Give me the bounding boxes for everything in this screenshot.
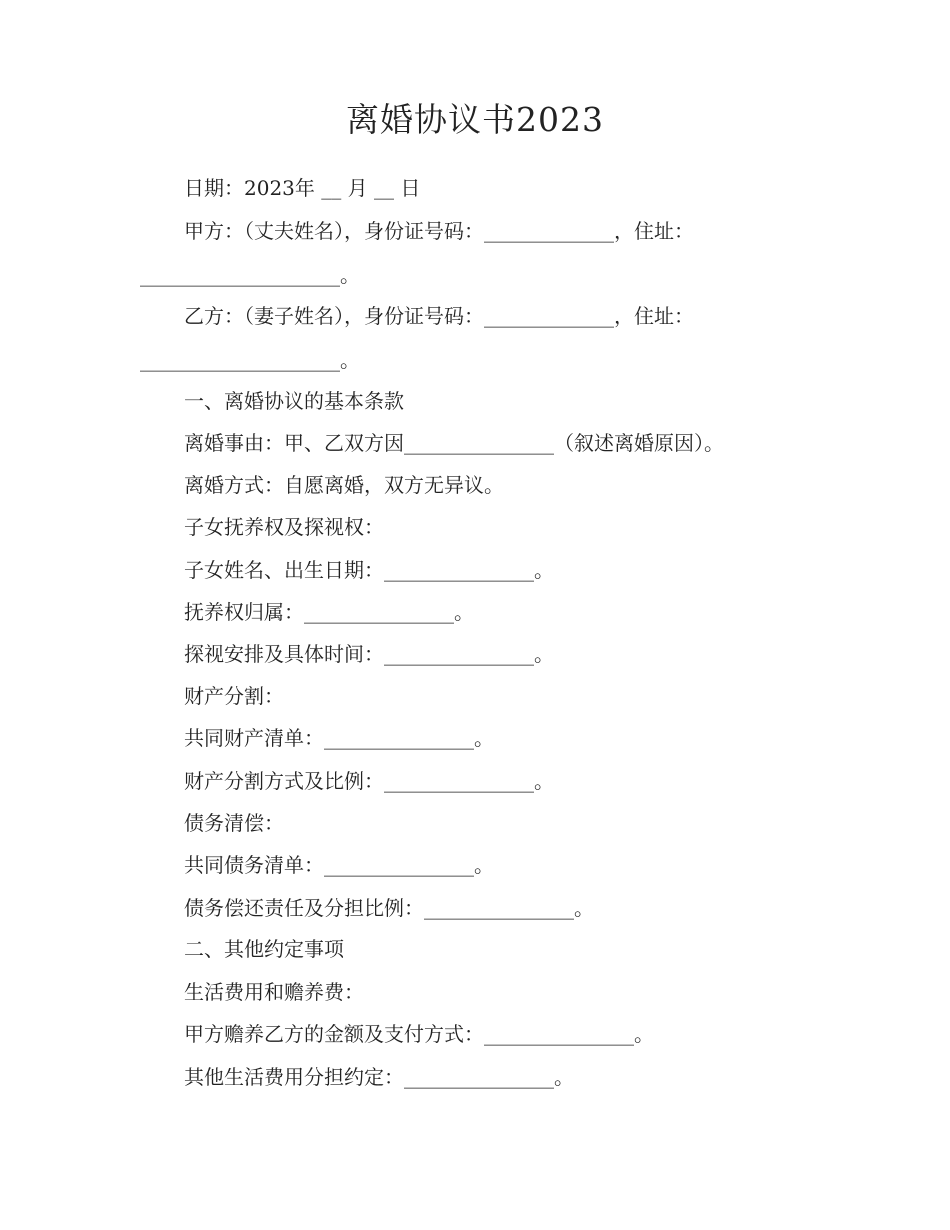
document-title: 离婚协议书2023 [346, 100, 604, 139]
divorce-method-line: 离婚方式：自愿离婚，双方无异议。 [184, 473, 504, 497]
property-list-line: 共同财产清单：_______________。 [184, 726, 494, 750]
section-heading-basic-terms: 一、离婚协议的基本条款 [184, 389, 404, 413]
alimony-line: 甲方赡养乙方的金额及支付方式：_______________。 [184, 1022, 654, 1046]
debt-heading: 债务清偿： [184, 811, 284, 835]
party-b-line: 乙方：（妻子姓名），身份证号码：_____________，住址： [184, 304, 694, 328]
custody-line: 抚养权归属：_______________。 [184, 600, 474, 624]
debt-responsibility-line: 债务偿还责任及分担比例：_______________。 [184, 896, 594, 920]
custody-heading: 子女抚养权及探视权： [184, 515, 384, 539]
party-b-address-line: ____________________。 [140, 348, 360, 372]
section-heading-other: 二、其他约定事项 [184, 937, 344, 961]
property-division-line: 财产分割方式及比例：_______________。 [184, 769, 554, 793]
living-expenses-heading: 生活费用和赡养费： [184, 980, 364, 1004]
visitation-line: 探视安排及具体时间：_______________。 [184, 642, 554, 666]
divorce-reason-line: 离婚事由：甲、乙双方因_______________（叙述离婚原因）。 [184, 431, 724, 455]
debt-list-line: 共同债务清单：_______________。 [184, 853, 494, 877]
date-line: 日期：2023年 __ 月 __ 日 [184, 176, 421, 200]
property-heading: 财产分割： [184, 684, 284, 708]
other-expenses-line: 其他生活费用分担约定：_______________。 [184, 1065, 574, 1089]
party-a-line: 甲方：（丈夫姓名），身份证号码：_____________，住址： [184, 219, 694, 243]
party-a-address-line: ____________________。 [140, 263, 360, 287]
child-info-line: 子女姓名、出生日期：_______________。 [184, 558, 554, 582]
